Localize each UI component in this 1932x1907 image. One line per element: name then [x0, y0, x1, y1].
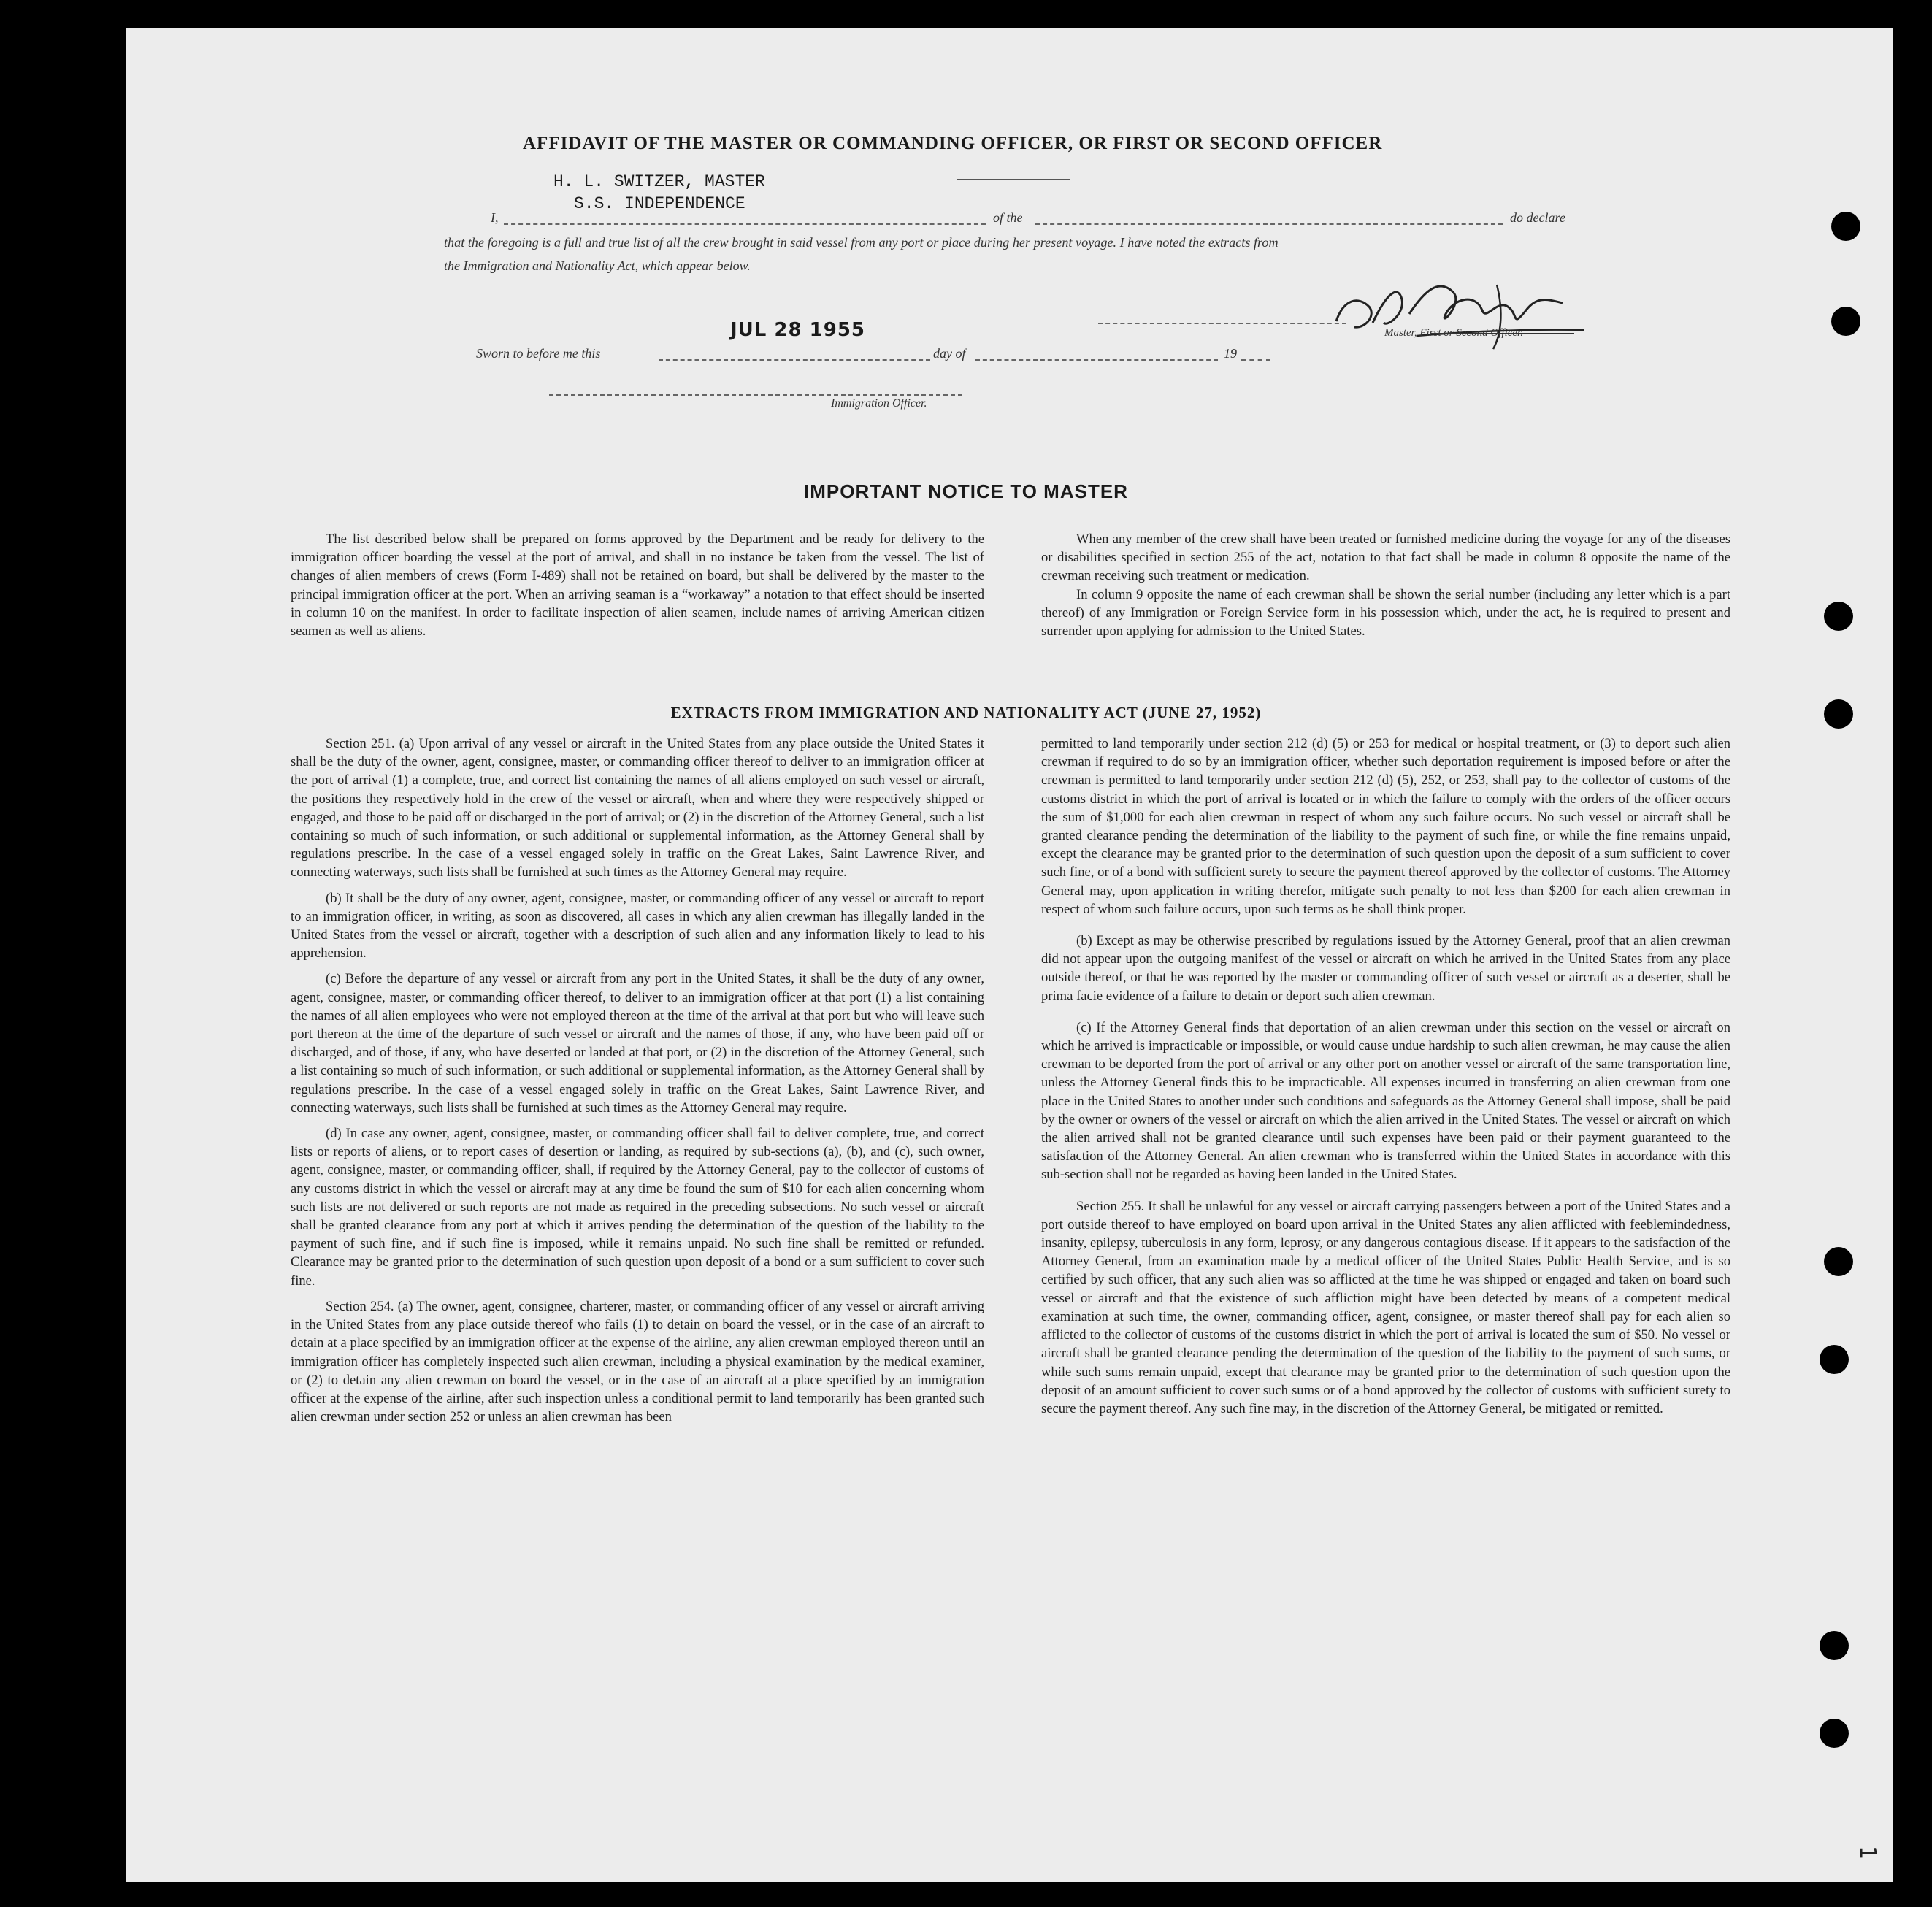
statement-line-1: that the foregoing is a full and true list of all the crew brought in said vessel from any port or place during her present voyage. I have noted the extracts from	[444, 235, 1279, 250]
punch-hole	[1820, 1345, 1849, 1374]
sworn-month-line	[975, 359, 1218, 361]
vessel-line	[1035, 223, 1503, 225]
notice-right-column	[1041, 530, 1730, 640]
signature-line-left	[1098, 323, 1346, 324]
statement-line-2: the Immigration and Nationality Act, which appear below.	[444, 258, 751, 273]
typed-vessel-name: S.S. INDEPENDENCE	[574, 194, 745, 213]
notice-left-paragraph: The list described below shall be prepared on forms approved by the Department and be ready for delivery to the immigration officer boarding the vessel at the port of arrival, and shall in no instance be taken from the vessel. The list of changes of alien members of crews (Form I-489) shall not be retained on board, but shall be delivered by the master to the principal immigration officer at the port. When an arriving seaman is a “workaway” a notation to that effect should be inserted in column 10 on the manifest. In order to facilitate inspection of alien seamen, include names of arriving American citizen seamen as well as aliens.	[291, 532, 984, 640]
section-255: Section 255. It shall be unlawful for any vessel or aircraft carrying passengers between a port of the United States and a port outside thereof to have employed on board upon arrival in the United States any alien afflicted with feeblemindedness, insanity, epilepsy, tuberculosis in any form, leprosy, or any dangerous contagious disease. If it appears to the satisfaction of the Attorney General, from an examination made by a medical officer of the United States Public Health Service, and is so certified by such officer, that any such alien was so afflicted at the time he was shipped or engaged and taken on board such vessel or aircraft and that the existence of such affliction might have been detected by means of a competent medical examination at such time, the owner, commanding officer, agent, consignee, or master thereof shall pay for each alien so afflicted to the collector of customs of the customs district in which the port of arrival is located the sum of $50. No vessel or aircraft shall be granted clearance pending the determination of the question of the liability to the payment of such sums, or while such sums remain unpaid, except that clearance may be granted prior to the determination of such question upon the deposit of an amount sufficient to cover such sums or of a bond approved by the collector of customs with sufficient surety to secure the payment thereof. Any such fine may, in the discretion of the Attorney General, be mitigated or remitted.	[1041, 1198, 1730, 1416]
section-254-a: Section 254. (a) The owner, agent, consignee, charterer, master, or commanding officer of any vessel or aircraft arriving in the United States from any place outside thereof who fails (1) to detain on board the vessel, or in the case of an aircraft to detain at a place specified by an immigration officer at the expense of the airline, any alien crewman employed thereon until an immigration officer has completely inspected such alien crewman, including a physical examination by the medical examiner, or (2) to detain any alien crewman on board the vessel, or in the case of an aircraft at a place specified by an immigration officer at the expense of the airline, after such inspection unless a conditional permit to land temporarily has been granted such alien crewman under section 252 or unless an alien crewman has been	[291, 1298, 984, 1425]
section-254-c: (c) If the Attorney General finds that deportation of an alien crewman under this section on the vessel or aircraft on which he arrived is impracticable or impossible, or would cause undue hardship to such alien crewman, he may cause the alien crewman to be deported from the port of arrival or any other port on another vessel or aircraft of the same transportation line, unless the Attorney General finds this to be impracticable. All expenses incurred in transferring an alien crewman from one place in the United States to another under such conditions and safeguards as the Attorney General shall impose, shall be paid by the owner or owners of the vessel or aircraft on which the alien arrived in the United States. The vessel or aircraft on which the alien arrived shall not be granted clearance until such expenses have been paid or their payment guaranteed to the satisfaction of the Attorney General. An alien crewman who is transferred within the United States in accordance with this sub-section shall not be regarded as having been landed in the United States.	[1041, 1019, 1730, 1183]
do-declare-label: do declare	[1510, 210, 1565, 225]
day-of-label: day of	[933, 346, 966, 361]
of-the-label: of the	[993, 210, 1023, 225]
section-251-a: Section 251. (a) Upon arrival of any vessel or aircraft in the United States from any place outside the United States it shall be the duty of the owner, agent, consignee, master, or commanding officer thereof to deliver to an immigration officer at the port of arrival (1) a complete, true, and correct list containing the names of all aliens employed on such vessel or aircraft, the positions they respectively hold in the crew of the vessel or aircraft, when and where they were respectively shipped or engaged, and those to be paid off or discharged in the port of arrival; or (2) in the discretion of the Attorney General, such a list containing so much of such information, or such additional or supplemental information, as the Attorney General shall by regulations prescribe. In the case of a vessel engaged solely in traffic on the Great Lakes, Saint Lawrence River, and connecting waterways, such lists shall be furnished at such times as the Attorney General may require.	[291, 736, 984, 880]
sworn-label: Sworn to before me this	[476, 346, 601, 361]
extracts-heading: EXTRACTS FROM IMMIGRATION AND NATIONALITY ACT (JUNE 27, 1952)	[670, 704, 1262, 721]
section-254-a-continued: permitted to land temporarily under section 212 (d) (5) or 253 for medical or hospital treatment, or (3) to deport such alien crewman if required to do so by an immigration officer, whether such deportation requirement is imposed before or after the crewman is permitted to land temporarily under section 212 (d) (5), 252, or 253, shall pay to the collector of customs of the customs district in which the port of arrival is located or in which the failure to comply with the orders of the officer occurs the sum of $1,000 for each alien crewman in respect of whom any such failure occurs. No such vessel or aircraft shall be granted clearance pending the determination of the liability to the payment of such fine, or while the fine remains unpaid, except the clearance may be granted prior to the determination of such question upon the deposit of a sum sufficient to cover such fine, or of a bond with sufficient surety to secure the payment thereof approved by the collector of customs. The Attorney General may, upon application in writing therefor, mitigate such penalty to not less than $200 for each alien crewman in respect of whom such failure occurs, upon such terms as he shall think proper.	[1041, 736, 1730, 917]
punch-hole	[1820, 1719, 1849, 1748]
notice-right-paragraph-1: When any member of the crew shall have been treated or furnished medicine during the voyage for any of the diseases or disabilities specified in section 255 of the act, notation to that fact shall be made in column 8 opposite the name of the crewman receiving such treatment or medication.	[1041, 532, 1730, 584]
page-mark: 1	[1855, 1845, 1881, 1860]
punch-hole	[1831, 307, 1860, 336]
name-line	[504, 223, 986, 225]
extracts-left-column	[291, 734, 984, 1426]
punch-hole	[1820, 1631, 1849, 1660]
notice-left-column	[291, 530, 984, 640]
notice-heading: IMPORTANT NOTICE TO MASTER	[804, 480, 1128, 502]
sworn-day-line	[659, 359, 930, 361]
section-254-b: (b) Except as may be otherwise prescribed by regulations issued by the Attorney General, proof that an alien crewman did not appear upon the outgoing manifest of the vessel or aircraft on which he arrived in the United States from any place outside thereof, or that he was reported by the master or commanding officer of such vessel or aircraft as a deserter, shall be prima facie evidence of a failure to detain or deport such alien crewman.	[1041, 933, 1730, 1004]
date-stamp: JUL 28 1955	[730, 319, 866, 341]
sworn-year-line	[1241, 359, 1270, 361]
extracts-right-column	[1041, 734, 1730, 1418]
punch-hole	[1831, 212, 1860, 241]
year-label: 19	[1224, 346, 1237, 361]
punch-hole	[1824, 602, 1853, 631]
section-251-c: (c) Before the departure of any vessel or aircraft from any port in the United States, it shall be the duty of any owner, agent, consignee, master, or commanding officer thereof, to deliver to an immigration officer at that port (1) a list containing the names of all alien employees who were not employed thereon at the time of the arrival at that port but who will leave such port thereon at the time of the departure of such vessel or aircraft and the names of those, if any, who have been paid off or discharged, and of those, if any, who have deserted or landed at that port, or (2) in the discretion of the Attorney General, such a list containing so much of such information, or such additional or supplemental information, as the Attorney General shall by regulations prescribe. In the case of a vessel engaged solely in traffic on the Great Lakes, Saint Lawrence River, and connecting waterways, such lists shall be furnished at such times as the Attorney General may require.	[291, 971, 984, 1116]
i-label: I,	[491, 210, 499, 225]
notice-right-paragraph-2: In column 9 opposite the name of each crewman shall be shown the serial number (including any letter which is a part thereof) of any Immigration or Foreign Service form in his possession which, under the act, he is required to present and surrender upon applying for admission to the United States.	[1041, 586, 1730, 640]
signer-caption: Master, First or Second Officer.	[1384, 327, 1523, 339]
section-251-b: (b) It shall be the duty of any owner, agent, consignee, master, or commanding officer of any vessel or aircraft to report to an immigration officer, in writing, as soon as discovered, all cases in which any alien crewman has illegally landed in the United States from the vessel or aircraft, together with a description of such alien and any information likely to lead to his apprehension.	[291, 890, 984, 962]
affidavit-title: AFFIDAVIT OF THE MASTER OR COMMANDING OFFICER, OR FIRST OR SECOND OFFICER	[523, 134, 1383, 153]
punch-hole	[1824, 1247, 1853, 1276]
title-rule	[957, 179, 1070, 180]
strike-first-or-second	[1431, 333, 1574, 334]
typed-master-name: H. L. SWITZER, MASTER	[553, 172, 765, 191]
immigration-officer-caption: Immigration Officer.	[831, 397, 927, 410]
section-251-d: (d) In case any owner, agent, consignee, master, or commanding officer shall fail to deliver complete, true, and correct lists or reports of aliens, or to report cases of desertion or landing, as required by sub-sections (a), (b), and (c), such owner, agent, consignee, master, or commanding officer, shall, if required by the Attorney General, pay to the collector of customs of any customs district in which the vessel or aircraft may at any time be found the sum of $10 for each alien concerning whom such lists are not delivered or such reports are not made as required in the preceding subsections. No such vessel or aircraft shall be granted clearance from any port at which it arrives pending the determination of the question of the liability to the payment of such fine, and if such fine is imposed, while it remains unpaid. No such fine shall be remitted or refunded. Clearance may be granted prior to the determination of such question upon deposit of a bond or a sum sufficient to cover such fine.	[291, 1126, 984, 1289]
immigration-officer-line	[549, 394, 962, 396]
